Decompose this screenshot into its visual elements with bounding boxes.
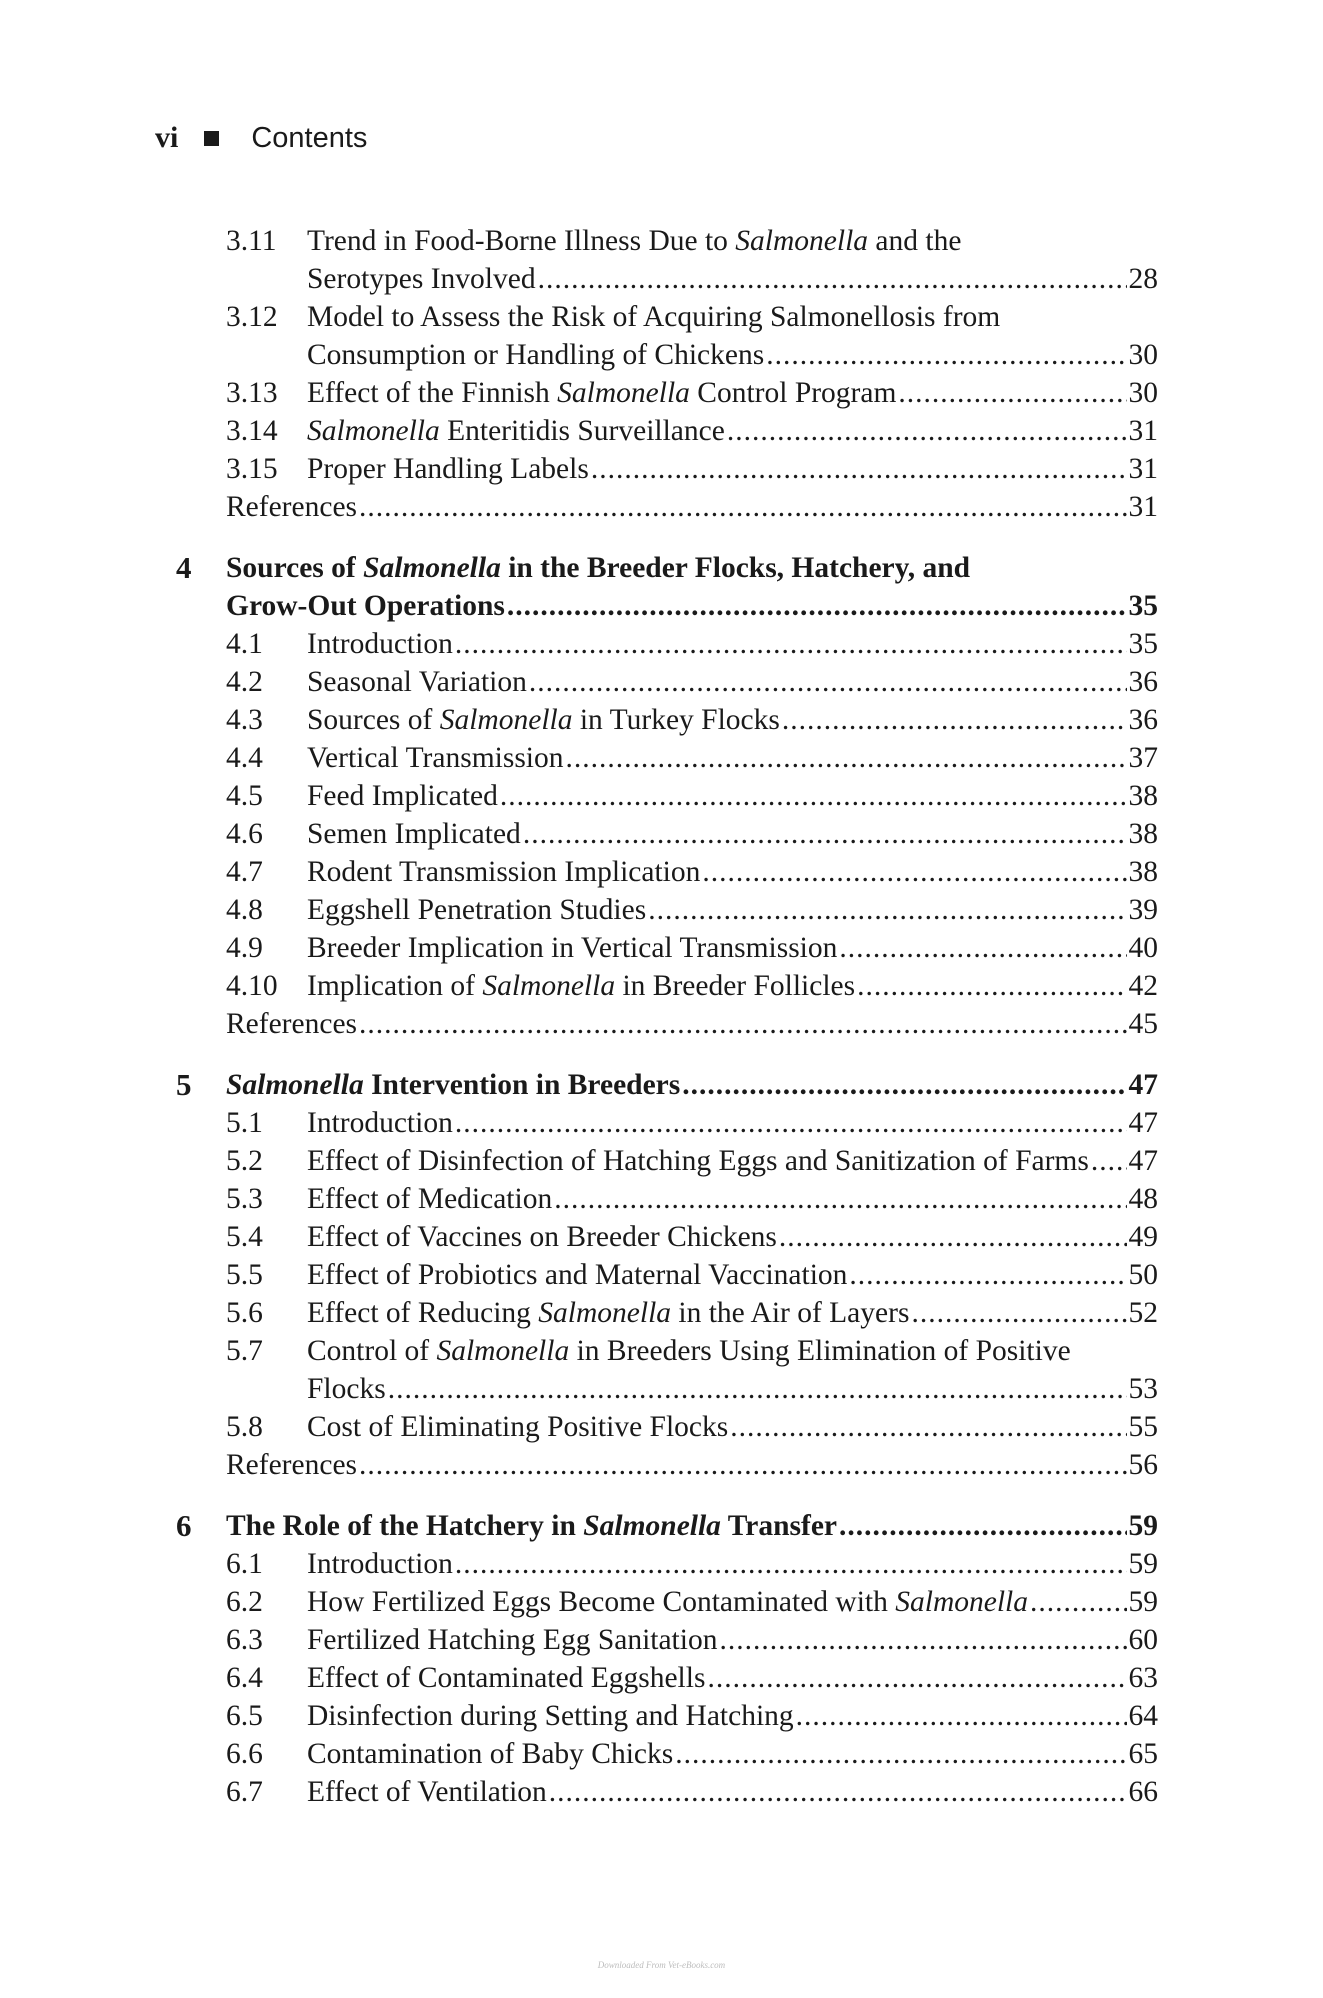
section-number: 6.1 bbox=[226, 1548, 263, 1580]
entry-title-italic: Salmonella bbox=[538, 1297, 672, 1329]
running-header bbox=[155, 118, 367, 158]
entry-title bbox=[226, 488, 357, 526]
entry-title bbox=[307, 1735, 673, 1773]
toc-entry[interactable] bbox=[168, 929, 1158, 967]
entry-page-number: 64 bbox=[1128, 1700, 1158, 1732]
entry-title-text: Introduction bbox=[307, 1107, 453, 1139]
entry-page-number: 38 bbox=[1128, 856, 1158, 888]
entry-page-number: 42 bbox=[1128, 970, 1158, 1002]
toc-references-line[interactable] bbox=[168, 488, 1158, 526]
entry-text-row bbox=[307, 1659, 1158, 1697]
entry-title bbox=[307, 222, 961, 260]
entry-page-number: 50 bbox=[1128, 1259, 1158, 1291]
section-number: 6.5 bbox=[226, 1700, 263, 1732]
entry-text-row bbox=[307, 1735, 1158, 1773]
section-number: 5.4 bbox=[226, 1221, 263, 1253]
entry-title bbox=[307, 1294, 909, 1332]
entry-title-text: Control of bbox=[307, 1335, 437, 1367]
entry-title-after: in Breeder Follicles bbox=[615, 970, 856, 1002]
entry-title-text: Effect of Ventilation bbox=[307, 1776, 547, 1808]
entry-title bbox=[226, 1446, 357, 1484]
toc-entry[interactable] bbox=[168, 1621, 1158, 1659]
entry-text-row bbox=[307, 701, 1158, 739]
toc-entry[interactable] bbox=[168, 260, 1158, 298]
entry-text-row bbox=[307, 1256, 1158, 1294]
entry-title-after: in the Air of Layers bbox=[671, 1297, 910, 1329]
entry-title-italic: Salmonella bbox=[482, 970, 616, 1002]
toc-entry[interactable] bbox=[168, 1773, 1158, 1811]
entry-text-row bbox=[307, 450, 1158, 488]
entry-title-text: Effect of Contaminated Eggshells bbox=[307, 1662, 706, 1694]
entry-title bbox=[307, 450, 589, 488]
entry-page-number: 31 bbox=[1128, 491, 1158, 523]
entry-title bbox=[226, 1507, 837, 1545]
toc-entry[interactable] bbox=[168, 1142, 1158, 1180]
entry-page-number: 59 bbox=[1128, 1586, 1158, 1618]
section-number: 5.1 bbox=[226, 1107, 263, 1139]
entry-title-italic: Salmonella bbox=[583, 1510, 721, 1542]
chapter-number: 4 bbox=[176, 550, 192, 585]
dot-leader bbox=[839, 929, 1126, 967]
section-number: 4.9 bbox=[226, 932, 263, 964]
entry-title bbox=[307, 1180, 552, 1218]
entry-page-number: 45 bbox=[1128, 1008, 1158, 1040]
entry-title bbox=[307, 1545, 453, 1583]
dot-leader bbox=[359, 1005, 1126, 1043]
dot-leader bbox=[779, 1218, 1127, 1256]
entry-title-italic: Salmonella bbox=[363, 552, 501, 584]
dot-leader bbox=[782, 701, 1127, 739]
entry-page-number: 30 bbox=[1128, 339, 1158, 371]
entry-title-text: How Fertilized Eggs Become Contaminated with bbox=[307, 1586, 896, 1618]
entry-title-text: Seasonal Variation bbox=[307, 666, 527, 698]
dot-leader bbox=[529, 663, 1127, 701]
entry-title-text: Effect of the Finnish bbox=[307, 377, 558, 409]
dot-leader bbox=[359, 488, 1126, 526]
section-number: 5.3 bbox=[226, 1183, 263, 1215]
entry-text-row bbox=[307, 374, 1158, 412]
entry-title-text: References bbox=[226, 1008, 358, 1040]
entry-title bbox=[307, 1659, 705, 1697]
entry-title bbox=[307, 1370, 386, 1408]
section-number: 4.8 bbox=[226, 894, 263, 926]
running-title: Contents bbox=[251, 122, 368, 154]
toc-entry[interactable] bbox=[168, 1256, 1158, 1294]
dot-leader bbox=[707, 1659, 1126, 1697]
entry-title bbox=[307, 967, 855, 1005]
entry-title-text: References bbox=[226, 491, 358, 523]
entry-page-number: 38 bbox=[1128, 818, 1158, 850]
section-number: 3.12 bbox=[226, 301, 278, 333]
entry-text-row bbox=[307, 1180, 1158, 1218]
entry-text-row bbox=[307, 929, 1158, 967]
entry-title-text: The Role of the Hatchery in bbox=[226, 1510, 584, 1542]
entry-text-row bbox=[307, 815, 1158, 853]
dot-leader bbox=[549, 1773, 1127, 1811]
entry-page-number: 39 bbox=[1128, 894, 1158, 926]
dot-leader bbox=[898, 374, 1126, 412]
dot-leader bbox=[566, 739, 1127, 777]
entry-title bbox=[307, 1773, 547, 1811]
toc-entry[interactable] bbox=[168, 701, 1158, 739]
entry-title-after: in Breeders Using Elimination of Positive bbox=[569, 1335, 1071, 1367]
entry-page-number: 49 bbox=[1128, 1221, 1158, 1253]
entry-title-text: Contamination of Baby Chicks bbox=[307, 1738, 674, 1770]
entry-page-number: 63 bbox=[1128, 1662, 1158, 1694]
entry-page-number: 47 bbox=[1128, 1145, 1158, 1177]
entry-page-number: 53 bbox=[1128, 1373, 1158, 1405]
entry-title bbox=[307, 1332, 1071, 1370]
entry-text-row bbox=[307, 625, 1158, 663]
dot-leader bbox=[727, 412, 1127, 450]
entry-title bbox=[307, 1583, 1028, 1621]
entry-title bbox=[307, 777, 498, 815]
entry-title bbox=[307, 412, 725, 450]
entry-page-number: 36 bbox=[1128, 666, 1158, 698]
toc-entry[interactable] bbox=[168, 663, 1158, 701]
toc-entry[interactable] bbox=[168, 1104, 1158, 1142]
entry-title-text: Semen Implicated bbox=[307, 818, 521, 850]
entry-text-row bbox=[226, 1446, 1158, 1484]
dot-leader bbox=[455, 625, 1127, 663]
entry-title-text: Effect of Medication bbox=[307, 1183, 553, 1215]
dot-leader bbox=[730, 1408, 1126, 1446]
toc-entry[interactable] bbox=[168, 374, 1158, 412]
entry-title-text: Sources of bbox=[226, 552, 364, 584]
entry-page-number: 65 bbox=[1128, 1738, 1158, 1770]
entry-title bbox=[307, 374, 896, 412]
toc-entry[interactable] bbox=[168, 336, 1158, 374]
entry-text-row bbox=[307, 663, 1158, 701]
entry-page-number: 47 bbox=[1128, 1069, 1158, 1101]
entry-title-text: Implication of bbox=[307, 970, 483, 1002]
entry-title bbox=[226, 549, 970, 587]
entry-title-text: Vertical Transmission bbox=[307, 742, 564, 774]
entry-text-row bbox=[307, 853, 1158, 891]
toc-entry[interactable] bbox=[168, 1294, 1158, 1332]
entry-text-row bbox=[226, 1066, 1158, 1104]
dot-leader bbox=[719, 1621, 1126, 1659]
entry-title-text: Fertilized Hatching Egg Sanitation bbox=[307, 1624, 718, 1656]
entry-title-italic: Salmonella bbox=[439, 704, 573, 736]
entry-text-row bbox=[226, 549, 1158, 587]
section-number: 3.14 bbox=[226, 415, 278, 447]
section-number: 4.1 bbox=[226, 628, 263, 660]
dot-leader bbox=[648, 891, 1126, 929]
section-number: 4.3 bbox=[226, 704, 263, 736]
entry-text-row bbox=[307, 298, 1158, 336]
toc-chapter-line[interactable] bbox=[168, 549, 1158, 587]
section-number: 4.4 bbox=[226, 742, 263, 774]
dot-leader bbox=[359, 1446, 1126, 1484]
entry-title bbox=[307, 1142, 1089, 1180]
section-number: 4.2 bbox=[226, 666, 263, 698]
section-number: 6.3 bbox=[226, 1624, 263, 1656]
toc-entry[interactable] bbox=[168, 1735, 1158, 1773]
entry-title bbox=[307, 1218, 777, 1256]
entry-title-text: Sources of bbox=[307, 704, 440, 736]
entry-title-text: Trend in Food-Borne Illness Due to bbox=[307, 225, 736, 257]
page-number: vi bbox=[155, 121, 179, 154]
entry-title bbox=[307, 1621, 717, 1659]
entry-title-text: Consumption or Handling of Chickens bbox=[307, 339, 765, 371]
entry-page-number: 47 bbox=[1128, 1107, 1158, 1139]
entry-title-text: Model to Assess the Risk of Acquiring Salmonellosis from bbox=[307, 301, 1001, 333]
toc-chapter-line[interactable] bbox=[168, 1066, 1158, 1104]
chapter-number: 6 bbox=[176, 1508, 192, 1543]
section-number: 4.6 bbox=[226, 818, 263, 850]
section-number: 5.7 bbox=[226, 1335, 263, 1367]
dot-leader bbox=[1030, 1583, 1127, 1621]
entry-title bbox=[307, 1104, 453, 1142]
dot-leader bbox=[911, 1294, 1126, 1332]
entry-title-text: Eggshell Penetration Studies bbox=[307, 894, 647, 926]
toc-entry[interactable] bbox=[168, 815, 1158, 853]
entry-text-row bbox=[226, 1507, 1158, 1545]
section-number: 6.7 bbox=[226, 1776, 263, 1808]
toc-entry[interactable] bbox=[168, 777, 1158, 815]
entry-page-number: 35 bbox=[1128, 590, 1158, 622]
entry-page-number: 38 bbox=[1128, 780, 1158, 812]
entry-title bbox=[307, 1256, 847, 1294]
entry-text-row bbox=[307, 1218, 1158, 1256]
entry-title-italic: Salmonella bbox=[557, 377, 690, 409]
entry-page-number: 59 bbox=[1128, 1510, 1158, 1542]
section-number: 3.13 bbox=[226, 377, 278, 409]
section-number: 3.11 bbox=[226, 225, 277, 257]
entry-title-text: Cost of Eliminating Positive Flocks bbox=[307, 1411, 729, 1443]
toc-entry[interactable] bbox=[168, 298, 1158, 336]
entry-title-text: Serotypes Involved bbox=[307, 263, 536, 295]
section-number: 4.7 bbox=[226, 856, 263, 888]
entry-title-after: and the bbox=[868, 225, 962, 257]
entry-title-after: Control Program bbox=[689, 377, 897, 409]
section-number: 5.6 bbox=[226, 1297, 263, 1329]
section-number: 4.5 bbox=[226, 780, 263, 812]
entry-title bbox=[307, 663, 527, 701]
entry-page-number: 36 bbox=[1128, 704, 1158, 736]
entry-title-text: Effect of Disinfection of Hatching Eggs and Sanitization of Farms bbox=[307, 1145, 1089, 1177]
section-number: 6.6 bbox=[226, 1738, 263, 1770]
dot-leader bbox=[455, 1104, 1127, 1142]
entry-title-after: Enteritidis Surveillance bbox=[439, 415, 725, 447]
section-number: 5.2 bbox=[226, 1145, 263, 1177]
toc-entry[interactable] bbox=[168, 1583, 1158, 1621]
entry-text-row bbox=[307, 222, 1158, 260]
entry-title-text: Feed Implicated bbox=[307, 780, 498, 812]
entry-text-row bbox=[226, 488, 1158, 526]
entry-title bbox=[307, 625, 453, 663]
section-gap bbox=[168, 526, 1158, 549]
dot-leader bbox=[523, 815, 1127, 853]
entry-title bbox=[307, 260, 536, 298]
section-number: 4.10 bbox=[226, 970, 278, 1002]
entry-title bbox=[307, 701, 780, 739]
entry-page-number: 52 bbox=[1128, 1297, 1158, 1329]
entry-title bbox=[307, 1697, 794, 1735]
dot-leader bbox=[682, 1066, 1126, 1104]
dot-leader bbox=[554, 1180, 1126, 1218]
section-gap bbox=[168, 1043, 1158, 1066]
entry-text-row bbox=[307, 739, 1158, 777]
entry-title-text: Introduction bbox=[307, 628, 453, 660]
entry-title-text: Breeder Implication in Vertical Transmission bbox=[307, 932, 838, 964]
toc-entry[interactable] bbox=[168, 967, 1158, 1005]
entry-text-row bbox=[307, 1773, 1158, 1811]
toc-entry[interactable] bbox=[168, 739, 1158, 777]
entry-title bbox=[307, 853, 700, 891]
entry-title-text: Effect of Probiotics and Maternal Vaccination bbox=[307, 1259, 848, 1291]
entry-title-text: Flocks bbox=[307, 1373, 386, 1405]
watermark-footer: Downloaded From Vet-eBooks.com bbox=[597, 1960, 726, 1970]
entry-text-row bbox=[307, 1697, 1158, 1735]
toc-references-line[interactable] bbox=[168, 1005, 1158, 1043]
dot-leader bbox=[857, 967, 1126, 1005]
entry-title bbox=[307, 739, 564, 777]
toc-chapter-line[interactable] bbox=[168, 587, 1158, 625]
entry-title-italic: Salmonella bbox=[226, 1069, 364, 1101]
dot-leader bbox=[591, 450, 1127, 488]
entry-text-row bbox=[307, 1621, 1158, 1659]
dot-leader bbox=[796, 1697, 1127, 1735]
toc-entry[interactable] bbox=[168, 450, 1158, 488]
section-gap bbox=[168, 1484, 1158, 1507]
table-of-contents bbox=[168, 222, 1158, 1811]
entry-title bbox=[226, 1066, 680, 1104]
dot-leader bbox=[507, 587, 1127, 625]
dot-leader bbox=[388, 1370, 1127, 1408]
entry-title bbox=[226, 587, 505, 625]
toc-entry[interactable] bbox=[168, 1408, 1158, 1446]
entry-title-text: Introduction bbox=[307, 1548, 453, 1580]
entry-title-text: Disinfection during Setting and Hatching bbox=[307, 1700, 794, 1732]
entry-title bbox=[307, 298, 1000, 336]
entry-title-text: Proper Handling Labels bbox=[307, 453, 589, 485]
entry-text-row bbox=[307, 777, 1158, 815]
toc-entry[interactable] bbox=[168, 1697, 1158, 1735]
entry-text-row bbox=[307, 1294, 1158, 1332]
toc-entry[interactable] bbox=[168, 1545, 1158, 1583]
entry-title bbox=[307, 891, 646, 929]
entry-title bbox=[307, 336, 764, 374]
entry-page-number: 59 bbox=[1128, 1548, 1158, 1580]
toc-entry[interactable] bbox=[168, 222, 1158, 260]
entry-text-row bbox=[226, 1005, 1158, 1043]
toc-entry[interactable] bbox=[168, 853, 1158, 891]
chapter-number: 5 bbox=[176, 1067, 192, 1102]
dot-leader bbox=[500, 777, 1127, 815]
entry-text-row bbox=[307, 1583, 1158, 1621]
toc-entry[interactable] bbox=[168, 412, 1158, 450]
entry-text-row bbox=[307, 1332, 1158, 1370]
toc-entry[interactable] bbox=[168, 1659, 1158, 1697]
entry-text-row bbox=[307, 1104, 1158, 1142]
toc-references-line[interactable] bbox=[168, 1446, 1158, 1484]
toc-entry[interactable] bbox=[168, 1370, 1158, 1408]
entry-title-after: Intervention in Breeders bbox=[363, 1069, 681, 1101]
entry-text-row bbox=[307, 336, 1158, 374]
toc-chapter-line[interactable] bbox=[168, 1507, 1158, 1545]
entry-title-text: References bbox=[226, 1449, 358, 1481]
entry-page-number: 37 bbox=[1128, 742, 1158, 774]
section-number: 3.15 bbox=[226, 453, 278, 485]
entry-page-number: 48 bbox=[1128, 1183, 1158, 1215]
entry-page-number: 31 bbox=[1128, 453, 1158, 485]
dot-leader bbox=[455, 1545, 1127, 1583]
entry-title bbox=[307, 815, 521, 853]
entry-text-row bbox=[226, 587, 1158, 625]
entry-text-row bbox=[307, 1142, 1158, 1180]
dot-leader bbox=[538, 260, 1127, 298]
entry-page-number: 30 bbox=[1128, 377, 1158, 409]
dot-leader bbox=[839, 1507, 1126, 1545]
section-number: 6.4 bbox=[226, 1662, 263, 1694]
section-number: 5.5 bbox=[226, 1259, 263, 1291]
entry-page-number: 60 bbox=[1128, 1624, 1158, 1656]
entry-title bbox=[307, 1408, 728, 1446]
entry-title bbox=[226, 1005, 357, 1043]
square-bullet-icon bbox=[204, 131, 219, 146]
entry-title-italic: Salmonella bbox=[436, 1335, 570, 1367]
toc-entry[interactable] bbox=[168, 1180, 1158, 1218]
dot-leader bbox=[766, 336, 1126, 374]
toc-entry[interactable] bbox=[168, 1218, 1158, 1256]
toc-entry[interactable] bbox=[168, 891, 1158, 929]
entry-title-after: in Turkey Flocks bbox=[572, 704, 780, 736]
entry-title-italic: Salmonella bbox=[735, 225, 869, 257]
entry-text-row bbox=[307, 967, 1158, 1005]
dot-leader bbox=[1091, 1142, 1127, 1180]
entry-text-row bbox=[307, 891, 1158, 929]
entry-title-after: Transfer bbox=[720, 1510, 838, 1542]
entry-title-italic: Salmonella bbox=[307, 415, 440, 447]
dot-leader bbox=[849, 1256, 1126, 1294]
dot-leader bbox=[702, 853, 1126, 891]
entry-page-number: 35 bbox=[1128, 628, 1158, 660]
section-number: 6.2 bbox=[226, 1586, 263, 1618]
entry-text-row bbox=[307, 412, 1158, 450]
dot-leader bbox=[675, 1735, 1126, 1773]
section-number: 5.8 bbox=[226, 1411, 263, 1443]
entry-page-number: 31 bbox=[1128, 415, 1158, 447]
entry-title-italic: Salmonella bbox=[895, 1586, 1028, 1618]
entry-title-text: Effect of Vaccines on Breeder Chickens bbox=[307, 1221, 777, 1253]
entry-page-number: 66 bbox=[1128, 1776, 1158, 1808]
entry-text-row bbox=[307, 1408, 1158, 1446]
entry-title-after: in the Breeder Flocks, Hatchery, and bbox=[500, 552, 971, 584]
entry-page-number: 55 bbox=[1128, 1411, 1158, 1443]
entry-text-row bbox=[307, 1545, 1158, 1583]
entry-page-number: 40 bbox=[1128, 932, 1158, 964]
entry-page-number: 56 bbox=[1128, 1449, 1158, 1481]
entry-page-number: 28 bbox=[1128, 263, 1158, 295]
entry-title bbox=[307, 929, 837, 967]
toc-entry[interactable] bbox=[168, 625, 1158, 663]
entry-title-text: Effect of Reducing bbox=[307, 1297, 539, 1329]
entry-text-row bbox=[307, 1370, 1158, 1408]
entry-title-text: Rodent Transmission Implication bbox=[307, 856, 701, 888]
toc-entry[interactable] bbox=[168, 1332, 1158, 1370]
entry-title-text: Grow-Out Operations bbox=[226, 590, 505, 622]
entry-text-row bbox=[307, 260, 1158, 298]
